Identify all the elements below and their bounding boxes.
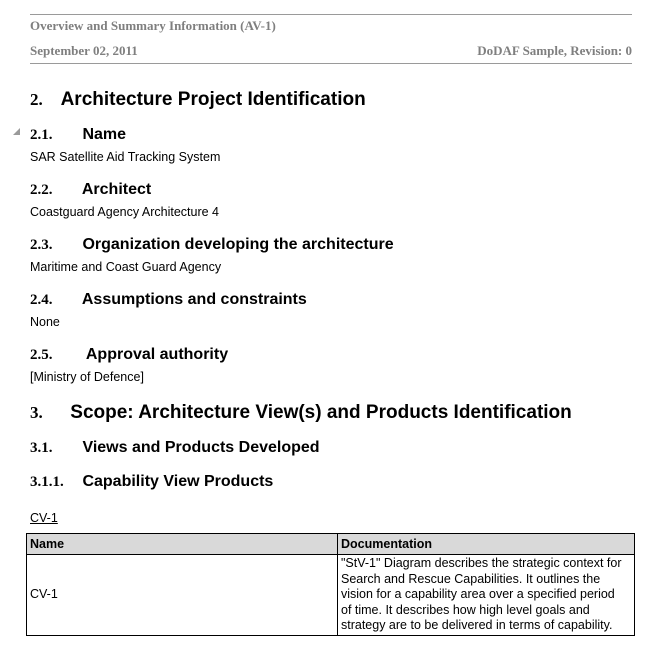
section-number: 2. [30,90,43,109]
table-row [27,555,635,636]
subsection-heading [30,236,394,254]
documentation-line: vision for a capability area over a specified period [341,587,615,601]
documentation-line: Search and Rescue Capabilities. It outlines the [341,571,601,586]
subsection-heading [30,181,151,199]
subsection-number: 2.4. [30,292,53,308]
subsection-number: 2.1. [30,127,53,143]
cv-1-link[interactable]: CV-1 [30,511,58,525]
document-revision: DoDAF Sample, Revision: 0 [477,43,632,58]
capability-view-table [26,533,635,636]
subsection-value: SAR Satellite Aid Tracking System [30,150,221,164]
table-header-row [27,534,635,555]
subsection-heading [30,439,320,457]
section-heading [30,89,366,111]
documentation-line: "StV-1" Diagram describes the strategic context for [341,556,622,570]
column-header-name: Name [27,534,338,555]
section-title: Architecture Project Identification [60,89,366,110]
subsection-title: Assumptions and constraints [81,291,307,308]
document-date: September 02, 2011 [30,43,138,58]
subsection-title: Name [82,126,127,143]
subsection-title: Approval authority [85,346,229,363]
section-number: 3. [30,403,43,422]
subsection-number: 2.2. [30,182,53,198]
subsection-number: 3.1.1. [30,474,64,490]
subsection-number: 3.1. [30,440,53,456]
subsection-number: 2.5. [30,347,53,363]
collapse-triangle-icon[interactable] [13,128,20,135]
subsection-heading [30,473,273,491]
subsection-heading [30,346,228,364]
subsection-heading [30,126,126,144]
document-title: Overview and Summary Information (AV-1) [30,18,276,33]
subsection-title: Architect [81,181,152,198]
subsection-value: Coastguard Agency Architecture 4 [30,205,220,219]
subsection-value: Maritime and Coast Guard Agency [30,260,222,274]
header-bottom-rule [30,63,632,64]
header-top-rule [30,14,632,15]
subsection-title: Organization developing the architecture [82,236,394,253]
subsection-value: [Ministry of Defence] [30,370,144,384]
documentation-line: strategy are to be delivered in terms of capability. [341,618,613,632]
subsection-value: None [30,315,60,329]
subsection-heading [30,291,307,309]
row-name-cell: CV-1 [27,555,338,636]
section-heading [30,402,572,424]
row-documentation-cell [338,555,635,636]
documentation-line: of time. It describes how high level goals and [341,602,590,617]
section-title: Scope: Architecture View(s) and Products Identification [70,402,572,423]
column-header-documentation: Documentation [338,534,635,555]
subsection-title: Capability View Products [82,473,274,490]
subsection-title: Views and Products Developed [82,439,320,456]
subsection-number: 2.3. [30,237,53,253]
